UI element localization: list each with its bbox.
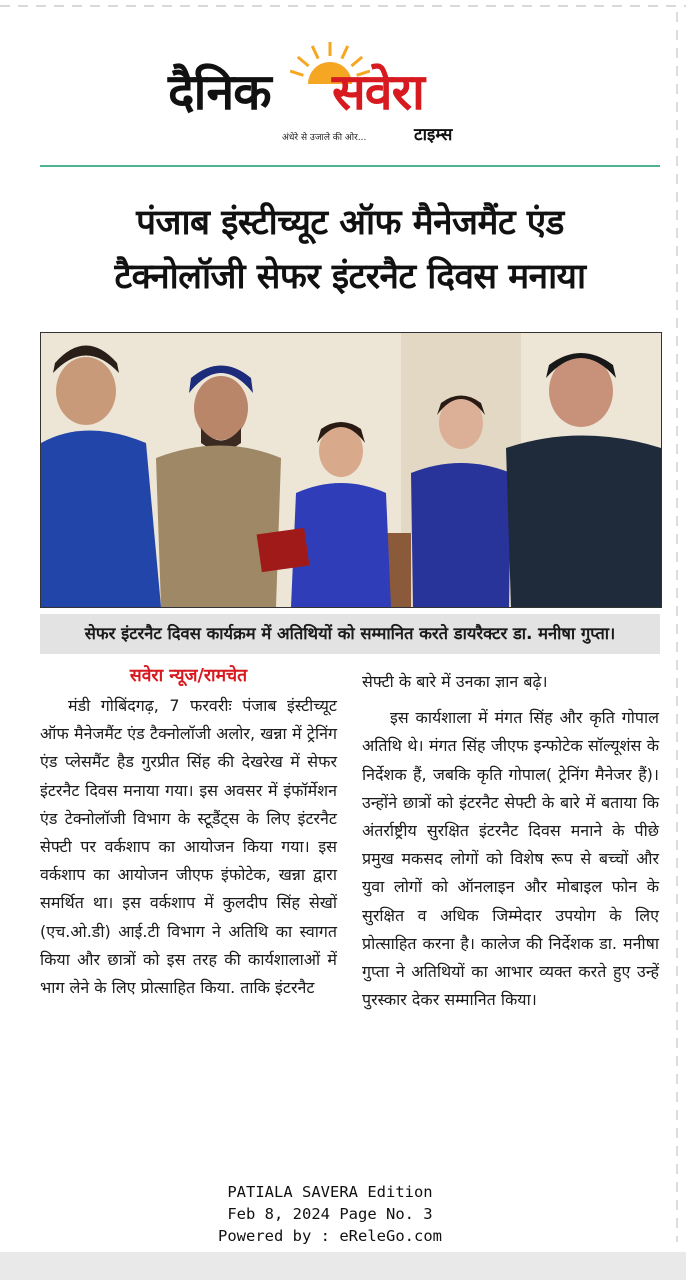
powered-by: Powered by : eReleGo.com — [218, 1227, 442, 1245]
group-photo-illustration — [41, 333, 661, 607]
edition-footer — [160, 1181, 500, 1247]
article-headline — [40, 196, 660, 304]
article-paragraph: इस कार्यशाला में मंगत सिंह और कृति गोपाल अतिथि थे। मंगत सिंह जीएफ इन्फोटेक सॉल्यूशंस के निर्देशक हैं, जबकि कृति गोपाल( ट्रेनिंग मैनेजर हैं)। उन्होंने छात्रों को इंटरनैट सेफ्टी के बारे में बताया कि अंतर्राष्ट्रीय सुरक्षित इंटरनैट दिवस मनाने के पीछे प्रमुख मकसद लोगों को विशेष रूप से बच्चों और युवा लोगों को ऑनलाइन और मोबाइल फोन के सुरक्षित व अधिक जिम्मेदार उपयोग के लिए प्रोत्साहित करना है। कालेज की निर्देशक डा. मनीषा गुप्ता ने अतिथियों का आभार व्यक्त करते हुए उन्हें पुरस्कार देकर सम्मानित किया। — [362, 708, 659, 1010]
masthead-name-savera: सवेरा — [332, 63, 424, 121]
edition-name: PATIALA SAVERA Edition — [227, 1183, 433, 1201]
photo-caption: सेफर इंटरनैट दिवस कार्यक्रम में अतिथियों को सम्मानित करते डायरैक्टर डा. मनीषा गुप्ता। — [40, 614, 660, 654]
masthead-divider — [40, 165, 660, 167]
article-byline: सवेरा न्यूज/रामचेत — [129, 666, 248, 686]
right-dashed-border — [676, 12, 678, 1242]
article-column-1 — [40, 692, 337, 1002]
article-column-2 — [362, 668, 659, 1014]
newspaper-masthead — [160, 40, 500, 145]
headline-line-2: टैक्नोलॉजी सेफर इंटरनैट दिवस मनाया — [114, 257, 586, 297]
masthead-tagline: अंधेरे से उजाले की ओर... — [282, 133, 367, 143]
edition-date-page: Feb 8, 2024 Page No. 3 — [227, 1205, 433, 1223]
article-paragraph: मंडी गोबिंदगढ़, 7 फरवरीः पंजाब इंस्टीच्यूट ऑफ मैनेजमैंट एंड टैक्नोलॉजी अलोर, खन्ना में ट्रेनिंग एंड प्लेसमैंट हैड गुरप्रीत सिंह की देखरेख में सेफर इंटरनैट दिवस मनाया गया। इस अवसर में इंफॉर्मेशन एंड टेक्नोलॉजी विभाग के स्टूडैंट्स के लिए इंटरनैट सेफ्टी पर वर्कशाप का आयोजन किया गया। इस वर्कशाप का आयोजन जीएफ इंफोटेक, खन्ना द्वारा समर्थित था। इस वर्कशाप में कुलदीप सिंह सेखों (एच.ओ.डी) आई.टी विभाग ने अतिथि का स्वागत किया और छात्रों को इस तरह की कार्यशालाओं में भाग लेने के लिए प्रोत्साहित किया. ताकि इंटरनैट — [40, 696, 337, 998]
article-photo — [40, 332, 662, 608]
masthead-suffix-times: टाइम्स — [414, 125, 453, 145]
bottom-margin — [0, 1252, 686, 1280]
masthead-name-dainik: दैनिक — [168, 63, 271, 121]
article-paragraph: सेफ्टी के बारे में उनका ज्ञान बढ़े। — [362, 672, 548, 691]
headline-line-1: पंजाब इंस्टीच्यूट ऑफ मैनेजमैंट एंड — [136, 203, 564, 243]
top-dashed-border — [0, 0, 686, 12]
